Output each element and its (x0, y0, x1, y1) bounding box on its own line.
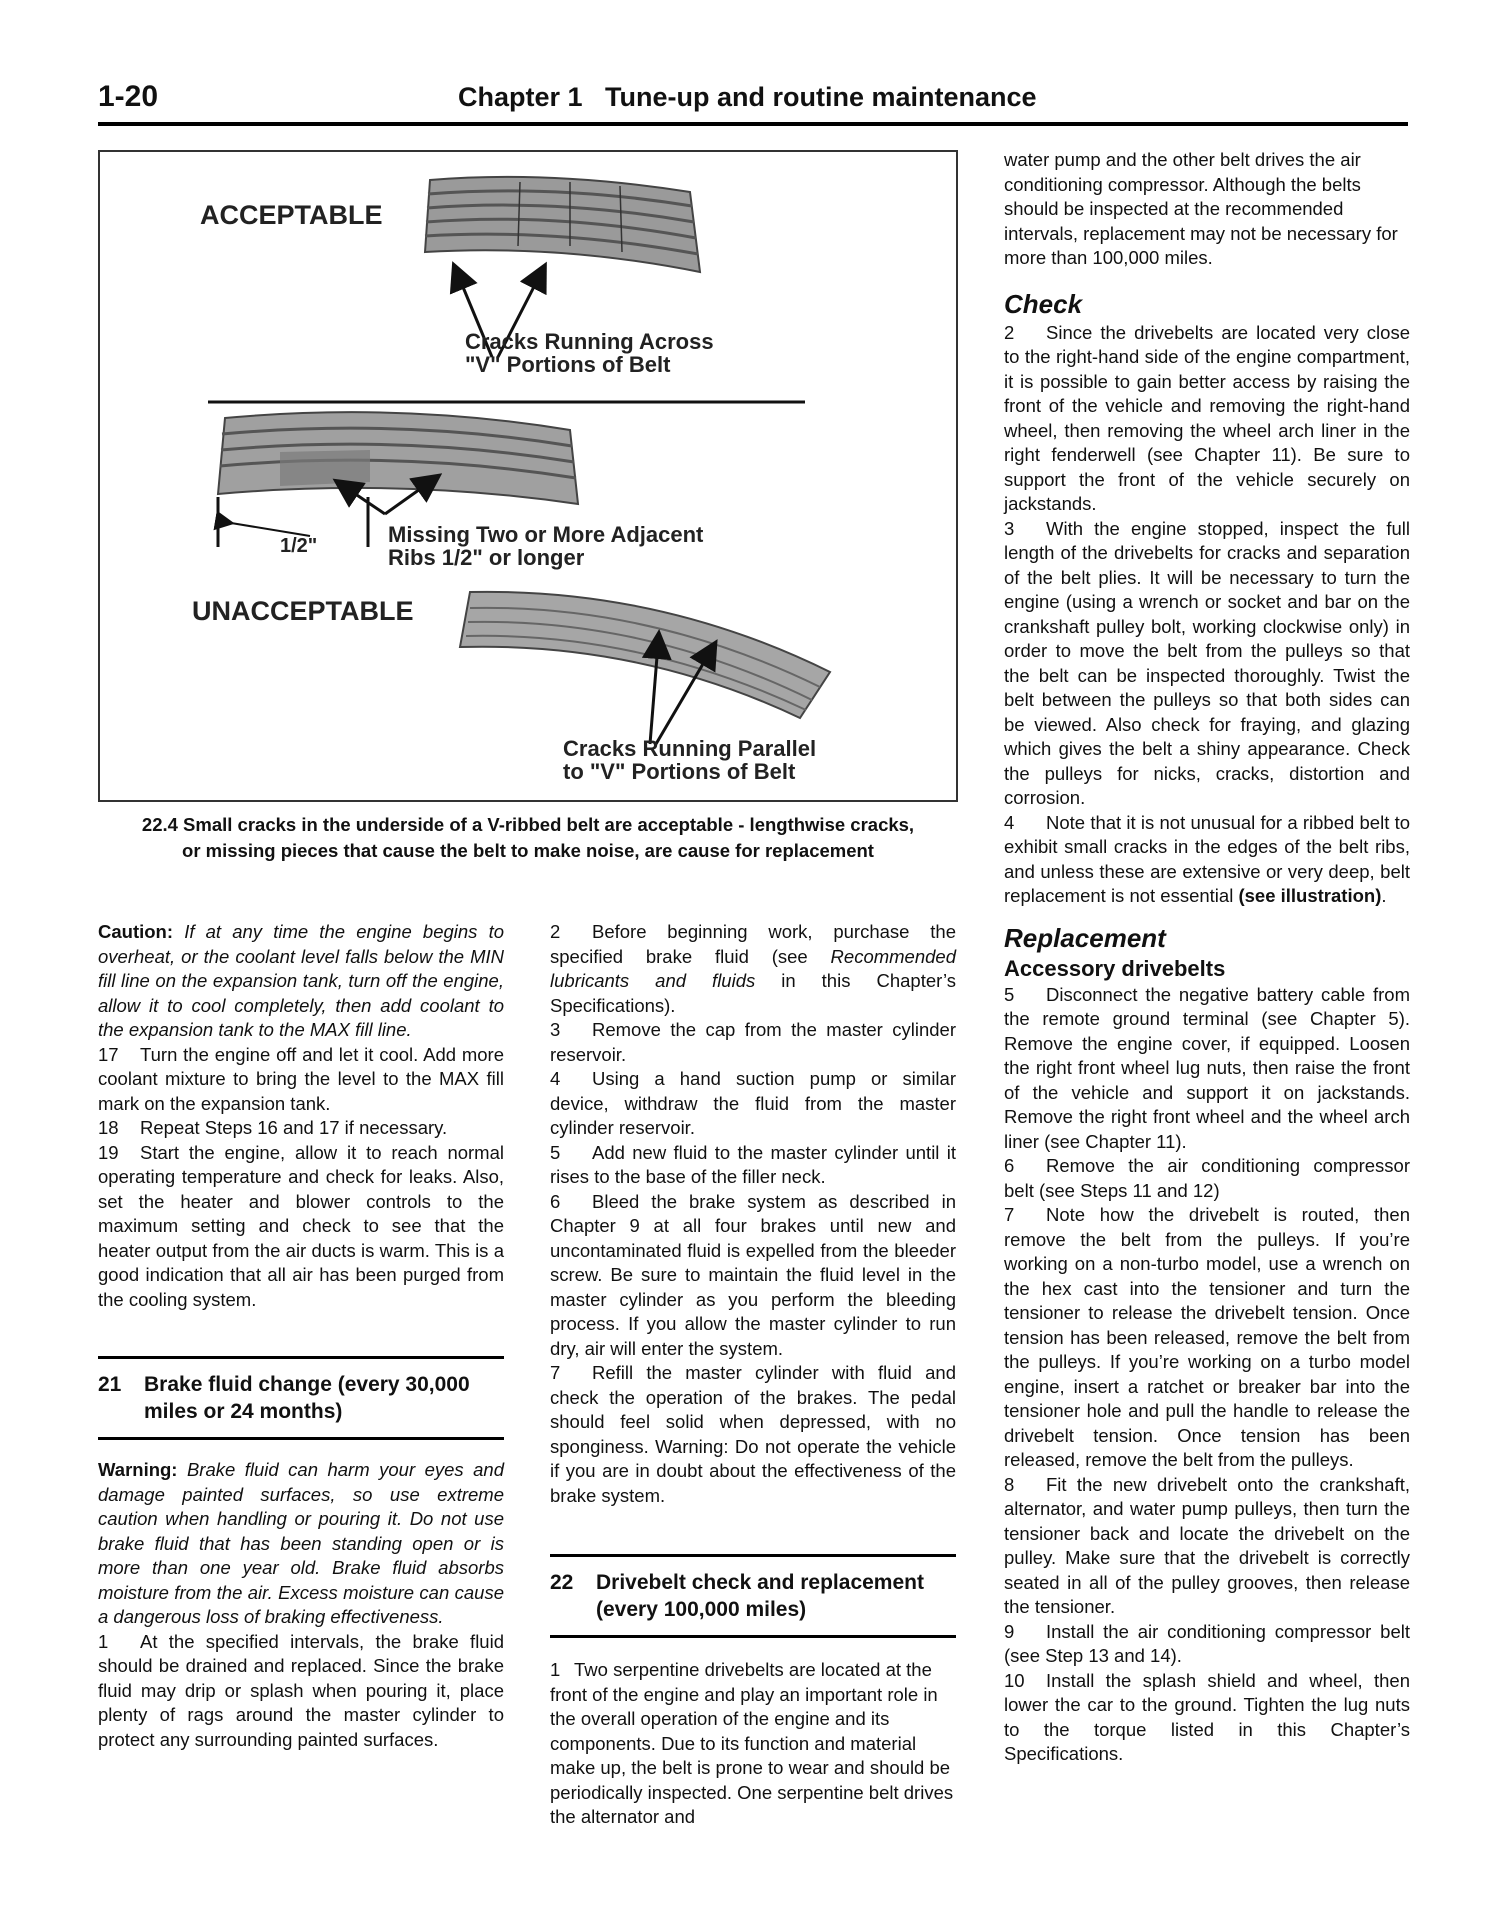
chapter-title: Chapter 1 Tune-up and routine maintenance (458, 82, 1037, 112)
section-21-heading (98, 1356, 504, 1440)
caution-label: Caution: (98, 921, 174, 942)
paragraph-21-5-text: Add new fluid to the master cylinder until it rises to the base of the filler neck. (550, 1141, 956, 1187)
paragraph-22-8-number: 8 (1004, 1473, 1015, 1495)
check-heading: Check (1004, 288, 1083, 319)
paragraph-22-2-text: Since the drivebelts are located very close to the right-hand side of the engine compartment, it is possible to gain better access by raising the front of the vehicle and removing the right-hand wheel, then removing the wheel arch liner in the right fenderwell (see Chapter 11). Be sure to support the front of the vehicle securely on jackstands. (1004, 321, 1410, 514)
parallel-cracks-belt (460, 592, 830, 718)
paragraph-21-5-number: 5 (550, 1141, 561, 1163)
paragraph-22-1-number: 1 (550, 1659, 561, 1680)
paragraph-17 (98, 1043, 504, 1117)
paragraph-22-3 (1004, 517, 1410, 811)
paragraph-19-number: 19 (98, 1141, 119, 1163)
warning-label: Warning: (98, 1459, 178, 1480)
paragraph-17-text: Turn the engine off and let it cool. Add more coolant mixture to bring the level to the MAX fill mark on the expansion tank. (98, 1043, 504, 1114)
belt-figure (98, 150, 958, 802)
label-missing-1: Missing Two or More Adjacent (388, 522, 704, 547)
caption-line-2: or missing pieces that cause the belt to make noise, are cause for replacement (182, 840, 874, 861)
paragraph-21-2-text-b: in this Chapter’s Specifications). (550, 970, 956, 1016)
paragraph-22-7-text: Note how the drivebelt is routed, then remove the belt from the pulleys. If you’re working on a non-turbo model, use a wrench on the hex cast into the tensioner and turn the tensioner to release the drivebelt tension. Once tension has been released, remove the belt from the pulleys. If you’re working on a turbo model engine, insert a ratchet or breaker bar into the tensioner hole and pull the handle to release the drivebelt tension. Once tension has been released, remove the belt from the pulleys. (1004, 1204, 1410, 1470)
warning-paragraph (98, 1458, 504, 1630)
label-cracks-across-1: Cracks Running Across (465, 329, 714, 354)
section-22-heading (550, 1554, 956, 1638)
label-parallel-2: to "V" Portions of Belt (563, 759, 796, 784)
paragraph-21-6-number: 6 (550, 1190, 561, 1212)
caution-text: If at any time the engine begins to overheat, or the coolant level falls below the MIN fill line on the expansion tank, turn off the engine, allow it to cool completely, then add coolant to the expansion tank to the MAX fill line. (98, 921, 505, 1040)
paragraph-22-6-text: Remove the air conditioning compressor belt (see Steps 11 and 12) (1004, 1155, 1410, 1201)
acceptable-belt (425, 177, 700, 272)
section-21-title: Brake fluid change (every 30,000 miles or 24 months) (144, 1373, 470, 1423)
paragraph-22-4-text-c: . (1381, 885, 1387, 906)
figure-caption (98, 812, 958, 864)
paragraph-22-5-text: Disconnect the negative battery cable from the remote ground terminal (see Chapter 5). Remove the engine cover, if equipped. Loosen the right front wheel lug nuts, then raise the front of the vehicle and support it on jackstands. Remove the right front wheel and the wheel arch liner (see Chapter 11). (1004, 983, 1410, 1152)
paragraph-21-3-text: Remove the cap from the master cylinder reservoir. (550, 1019, 956, 1065)
intro-paragraph: water pump and the other belt drives the air conditioning compressor. Although the belts should be inspected at the recommended intervals, replacement may not be necessary for more than 100,000 miles. (1004, 149, 1398, 268)
paragraph-22-9 (1004, 1620, 1410, 1669)
label-missing-2: Ribs 1/2" or longer (388, 545, 585, 570)
paragraph-22-10-text: Install the splash shield and wheel, then lower the car to the ground. Tighten the lug nuts to the torque listed in this Chapter’s Specifications. (1004, 1669, 1410, 1764)
paragraph-22-1 (550, 1658, 956, 1830)
paragraph-22-8 (1004, 1473, 1410, 1620)
paragraph-21-2-ref: Recommended lubricants and fluids (550, 945, 956, 991)
see-illustration-ref: (see illustration) (1238, 885, 1382, 906)
label-acceptable: ACCEPTABLE (200, 200, 383, 230)
paragraph-22-5 (1004, 983, 1410, 1155)
paragraph-22-1-text: Two serpentine drivebelts are located at the front of the engine and play an important role in the overall operation of the engine and its components. Due to its function and material make up, the belt is prone to wear and should be periodically inspected. One serpentine belt drives the alternator and (550, 1659, 954, 1827)
paragraph-22-10 (1004, 1669, 1410, 1767)
column-right (1004, 148, 1410, 1767)
paragraph-21-7-text: Refill the master cylinder with fluid and check the operation of the brakes. The pedal should feel solid when depressed, with no sponginess. Warning: Do not operate the vehicle if you are in doubt about the effectiveness of the brake system. (550, 1362, 956, 1506)
section-22-title: Drivebelt check and replacement (every 100,000 miles) (596, 1571, 924, 1621)
paragraph-21-4 (550, 1067, 956, 1141)
paragraph-21-4-text: Using a hand suction pump or similar device, withdraw the fluid from the master cylinder reservoir. (550, 1068, 956, 1138)
paragraph-21-1-number: 1 (98, 1630, 109, 1652)
label-unacceptable: UNACCEPTABLE (192, 596, 414, 626)
column-left (98, 920, 504, 1752)
paragraph-21-7-number: 7 (550, 1362, 561, 1383)
label-half-inch: 1/2" (280, 535, 318, 557)
paragraph-22-9-text: Install the air conditioning compressor belt (see Step 13 and 14). (1004, 1620, 1410, 1666)
page-header (98, 80, 1408, 120)
paragraph-21-5 (550, 1141, 956, 1190)
paragraph-21-2-text-a: Before beginning work, purchase the specified brake fluid (see (550, 921, 956, 967)
header-rule (98, 122, 1408, 126)
paragraph-21-3-number: 3 (550, 1019, 561, 1040)
paragraph-18 (98, 1116, 504, 1141)
replacement-heading: Replacement (1004, 922, 1166, 953)
missing-ribs-belt (218, 412, 578, 504)
section-21-number: 21 (98, 1373, 122, 1396)
paragraph-22-7 (1004, 1203, 1410, 1473)
paragraph-22-4-number: 4 (1004, 811, 1015, 833)
paragraph-22-6 (1004, 1154, 1410, 1203)
accessory-drivebelts-heading: Accessory drivebelts (1004, 955, 1226, 981)
paragraph-21-4-number: 4 (550, 1068, 561, 1089)
paragraph-22-3-number: 3 (1004, 517, 1015, 539)
paragraph-21-7 (550, 1361, 956, 1508)
warning-text: Brake fluid can harm your eyes and damage painted surfaces, so use extreme caution when handling or pouring it. Do not use brake fluid that has been standing open or is more than one year old. Brake fluid absorbs moisture from the air. Excess moisture can cause a dangerous loss of braking effectiveness. (98, 1459, 505, 1627)
paragraph-21-2 (550, 920, 956, 1018)
half-inch-arrow (225, 522, 310, 536)
caution-paragraph (98, 920, 504, 1043)
paragraph-21-6 (550, 1190, 956, 1362)
paragraph-22-5-number: 5 (1004, 983, 1015, 1005)
caption-line-1: 22.4 Small cracks in the underside of a V-ribbed belt are acceptable - lengthwise cracks, (141, 814, 915, 835)
paragraph-22-10-number: 10 (1004, 1669, 1025, 1691)
paragraph-19 (98, 1141, 504, 1313)
belt-illustration (100, 152, 956, 800)
paragraph-21-1 (98, 1630, 504, 1753)
label-cracks-across-2: "V" Portions of Belt (465, 352, 671, 377)
paragraph-22-2 (1004, 321, 1410, 517)
paragraph-22-3-text: With the engine stopped, inspect the full length of the drivebelts for cracks and separation of the belt plies. It will be necessary to turn the engine (using a wrench or socket and bar on the crankshaft pulley bolt, working clockwise only) in order to move the belt from the pulleys so that the belt can be inspected thoroughly. Twist the belt between the pulleys so that both sides can be viewed. Also check for fraying, and glazing which gives the belt a shiny appearance. Check the pulleys for nicks, cracks, distortion and corrosion. (1004, 517, 1410, 808)
paragraph-21-2-number: 2 (550, 921, 561, 942)
label-parallel-1: Cracks Running Parallel (563, 736, 817, 761)
paragraph-17-number: 17 (98, 1043, 119, 1065)
paragraph-22-4-text-a: Note that it is not unusual for a ribbed belt to exhibit small cracks in the edges of the belt ribs, and unless these are extensive or very deep, belt replacement is not essential (1004, 811, 1410, 906)
paragraph-19-text: Start the engine, allow it to reach normal operating temperature and check for leaks. Also, set the heater and blower controls to the maximum setting and check to see that the heater output from the air ducts is warm. This is a good indication that all air has been purged from the cooling system. (98, 1141, 504, 1310)
paragraph-18-number: 18 (98, 1117, 119, 1138)
paragraph-22-2-number: 2 (1004, 321, 1015, 343)
paragraph-22-4 (1004, 811, 1410, 909)
paragraph-22-9-number: 9 (1004, 1620, 1015, 1642)
page-number: 1-20 (98, 80, 159, 113)
paragraph-18-text: Repeat Steps 16 and 17 if necessary. (140, 1117, 448, 1138)
paragraph-22-7-number: 7 (1004, 1204, 1015, 1225)
section-22-number: 22 (550, 1571, 574, 1594)
paragraph-21-3 (550, 1018, 956, 1067)
column-middle (550, 920, 956, 1830)
paragraph-21-6-text: Bleed the brake system as described in Chapter 9 at all four brakes until new and uncontaminated fluid is expelled from the bleeder screw. Be sure to maintain the fluid level in the master cylinder as you perform the bleeding process. If you allow the master cylinder to run dry, air will enter the system. (550, 1190, 956, 1359)
paragraph-21-1-text: At the specified intervals, the brake fluid should be drained and replaced. Since the brake fluid may drip or splash when pouring it, place plenty of rags around the master cylinder to protect any surrounding painted surfaces. (98, 1630, 504, 1750)
paragraph-22-6-number: 6 (1004, 1155, 1015, 1176)
paragraph-22-8-text: Fit the new drivebelt onto the crankshaft, alternator, and water pump pulleys, then turn the tensioner back and locate the drivebelt on the pulley. Make sure that the drivebelt is correctly seated in all of the pulley grooves, then release the tensioner. (1004, 1473, 1410, 1617)
